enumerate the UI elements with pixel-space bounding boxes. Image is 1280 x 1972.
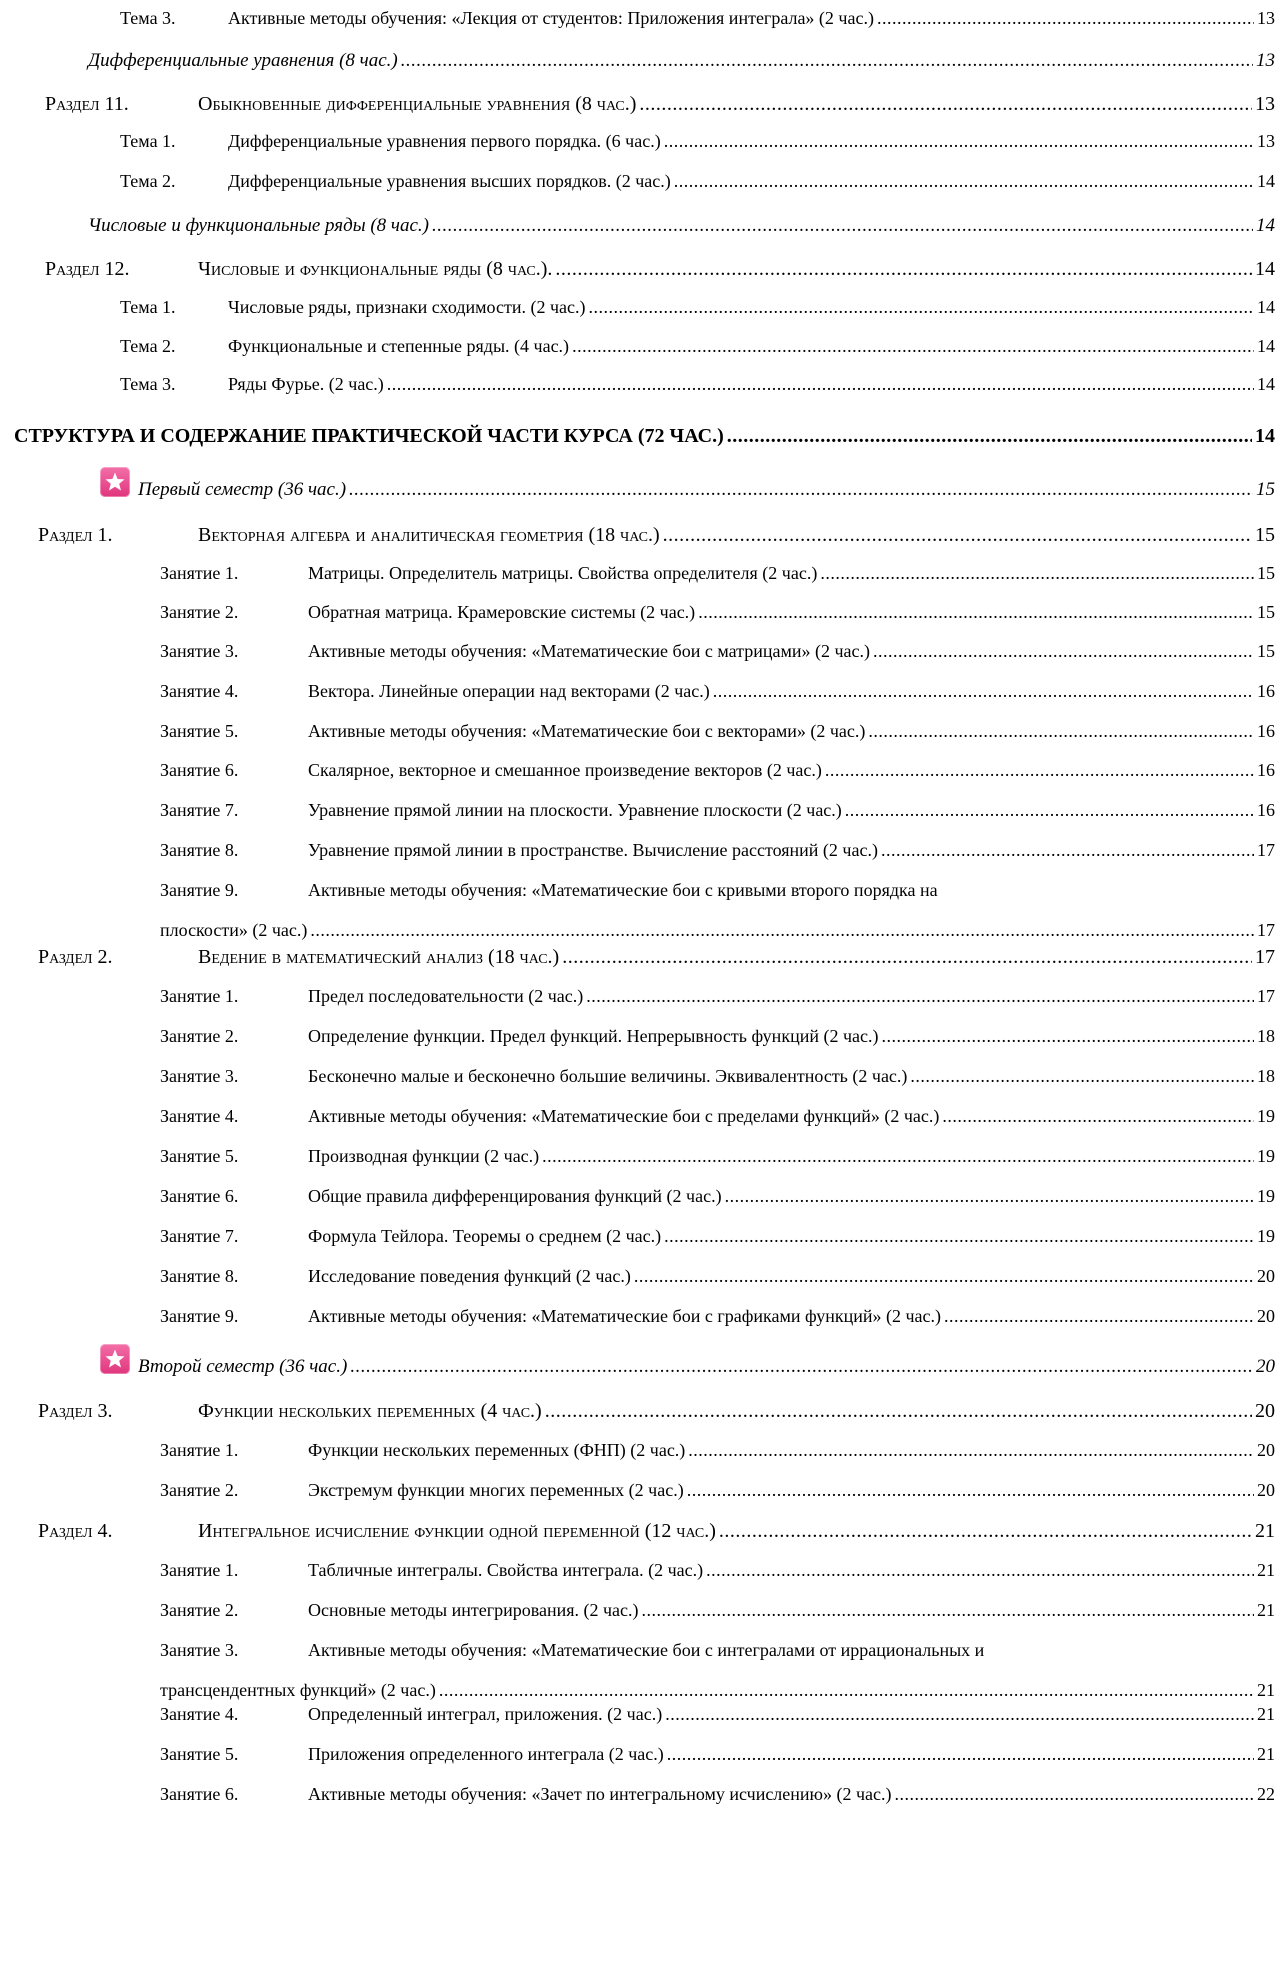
- entry-number: Занятие 3.: [160, 1066, 239, 1086]
- page-number: 17: [1257, 920, 1275, 940]
- entry-title: Скалярное, векторное и смешанное произведение векторов (2 час.): [308, 760, 822, 780]
- entry-title: Формула Тейлора. Теоремы о среднем (2 час.): [308, 1226, 662, 1246]
- entry-number: Занятие 6.: [160, 760, 239, 780]
- page-number: 20: [1257, 1480, 1275, 1500]
- dot-leader: [542, 1146, 1254, 1167]
- dot-leader: [667, 1744, 1254, 1765]
- page-number: 14: [1255, 258, 1275, 280]
- page-number: 13: [1257, 131, 1275, 151]
- page-number: 20: [1255, 1400, 1275, 1422]
- toc-item-entry[interactable]: [160, 641, 1275, 662]
- page-number: 19: [1257, 1186, 1275, 1206]
- entry-number: Занятие 5.: [160, 721, 239, 741]
- page-number: 16: [1257, 760, 1275, 780]
- dot-leader: [895, 1784, 1254, 1805]
- page-number: 17: [1255, 946, 1275, 968]
- dot-leader: [665, 1704, 1254, 1725]
- entry-number: Занятие 8.: [160, 1266, 239, 1286]
- entry-title: Приложения определенного интеграла (2 час.): [308, 1744, 664, 1764]
- page-number: 20: [1256, 1356, 1275, 1377]
- dot-leader: [663, 524, 1252, 547]
- toc-item-entry[interactable]: [160, 1266, 1275, 1287]
- entry-number: Тема 1.: [120, 297, 176, 317]
- entry-title: Числовые и функциональные ряды (8 час.): [88, 215, 429, 236]
- toc-item-entry[interactable]: [120, 171, 1275, 192]
- dot-leader: [545, 1400, 1252, 1423]
- toc-item-entry[interactable]: [160, 681, 1275, 702]
- page-number: 14: [1257, 336, 1275, 356]
- entry-title: Ведение в математический анализ (18 час.): [198, 946, 560, 968]
- entry-title: Функции нескольких переменных (ФНП) (2 час.): [308, 1440, 686, 1460]
- dot-leader: [713, 681, 1254, 702]
- entry-number: Раздел 4.: [38, 1520, 113, 1542]
- dot-leader: [664, 1226, 1254, 1247]
- entry-title: Активные методы обучения: «Математические бои с кривыми второго порядка на: [308, 880, 938, 900]
- entry-title: Активные методы обучения: «Лекция от студентов: Приложения интеграла» (2 час.): [228, 8, 874, 28]
- dot-leader: [942, 1106, 1254, 1127]
- toc-item-entry[interactable]: [160, 1106, 1275, 1127]
- star-icon: [100, 467, 130, 497]
- page-number: 19: [1257, 1106, 1275, 1126]
- dot-leader: [881, 1026, 1254, 1047]
- entry-title-continued: трансцендентных функций» (2 час.): [160, 1680, 436, 1700]
- entry-number: Занятие 3.: [160, 1640, 239, 1660]
- entry-title: Ряды Фурье. (2 час.): [228, 374, 384, 394]
- dot-leader: [725, 1186, 1254, 1207]
- toc-entry-continuation[interactable]: [160, 1680, 1275, 1701]
- toc-entry-continuation[interactable]: [160, 920, 1275, 941]
- toc-top-entry[interactable]: [14, 425, 1275, 448]
- toc-item-entry[interactable]: [160, 721, 1275, 742]
- entry-number: Занятие 5.: [160, 1146, 239, 1166]
- toc-item-entry[interactable]: [160, 760, 1275, 781]
- entry-title: Исследование поведения функций (2 час.): [308, 1266, 631, 1286]
- page-number: 16: [1257, 721, 1275, 741]
- entry-number: Раздел 1.: [38, 524, 113, 546]
- page-number: 18: [1257, 1066, 1275, 1086]
- entry-number: Тема 3.: [120, 374, 176, 394]
- entry-title: Общие правила дифференцирования функций (2 час.): [308, 1186, 722, 1206]
- toc-item-entry[interactable]: [120, 336, 1275, 357]
- toc-item-entry[interactable]: [160, 1440, 1275, 1461]
- dot-leader: [586, 986, 1254, 1007]
- entry-number: Тема 1.: [120, 131, 176, 151]
- entry-title: Определение функции. Предел функций. Непрерывность функций (2 час.): [308, 1026, 879, 1046]
- page-number: 13: [1257, 8, 1275, 28]
- dot-leader: [674, 171, 1254, 192]
- dot-leader: [877, 8, 1254, 29]
- dot-leader: [555, 258, 1252, 281]
- toc-item-entry[interactable]: [160, 1146, 1275, 1167]
- page-number: 14: [1257, 297, 1275, 317]
- entry-title: Интегральное исчисление функции одной переменной (12 час.): [198, 1520, 716, 1542]
- entry-number: Занятие 2.: [160, 1480, 239, 1500]
- entry-title: Активные методы обучения: «Математические бои с графиками функций» (2 час.): [308, 1306, 941, 1326]
- page-number: 21: [1257, 1704, 1275, 1724]
- star-icon: [100, 1344, 130, 1374]
- entry-number: Тема 2.: [120, 336, 176, 356]
- dot-leader: [642, 1600, 1254, 1621]
- entry-title: Обыкновенные дифференциальные уравнения (8 час.): [198, 93, 637, 115]
- entry-title-continued: плоскости» (2 час.): [160, 920, 308, 940]
- page-number: 19: [1257, 1226, 1275, 1246]
- entry-number: Занятие 8.: [160, 840, 239, 860]
- toc-sec-entry[interactable]: [38, 524, 1275, 547]
- entry-title: Функции нескольких переменных (4 час.): [198, 1400, 542, 1422]
- dot-leader: [687, 1480, 1254, 1501]
- entry-number: Занятие 6.: [160, 1186, 239, 1206]
- dot-leader: [688, 1440, 1254, 1461]
- dot-leader: [727, 425, 1252, 448]
- entry-title: Дифференциальные уравнения первого порядка. (6 час.): [228, 131, 661, 151]
- dot-leader: [845, 800, 1254, 821]
- page-number: 17: [1257, 986, 1275, 1006]
- toc-item-entry[interactable]: [160, 840, 1275, 861]
- dot-leader: [706, 1560, 1254, 1581]
- entry-title: Активные методы обучения: «Зачет по интегральному исчислению» (2 час.): [308, 1784, 892, 1804]
- entry-number: Раздел 11.: [45, 93, 129, 115]
- entry-number: Занятие 3.: [160, 641, 239, 661]
- entry-title: Функциональные и степенные ряды. (4 час.): [228, 336, 570, 356]
- entry-title: Матрицы. Определитель матрицы. Свойства определителя (2 час.): [308, 563, 818, 583]
- entry-title: Векторная алгебра и аналитическая геометрия (18 час.): [198, 524, 660, 546]
- page-number: 15: [1256, 479, 1275, 500]
- page-number: 15: [1257, 563, 1275, 583]
- entry-number: Занятие 2.: [160, 1026, 239, 1046]
- entry-number: Занятие 1.: [160, 1440, 239, 1460]
- toc-sec-entry[interactable]: [38, 946, 1275, 969]
- entry-title: Активные методы обучения: «Математические бои с интегралами от иррациональных и: [308, 1640, 985, 1660]
- dot-leader: [588, 297, 1254, 318]
- entry-title: Числовые ряды, признаки сходимости. (2 час.): [228, 297, 586, 317]
- entry-number: Раздел 3.: [38, 1400, 113, 1422]
- page-number: 14: [1257, 374, 1275, 394]
- entry-title: Активные методы обучения: «Математические бои с векторами» (2 час.): [308, 721, 866, 741]
- toc-item-entry[interactable]: [160, 1186, 1275, 1207]
- toc-entry[interactable]: [160, 880, 938, 901]
- dot-leader: [873, 641, 1254, 662]
- toc-item-entry[interactable]: [160, 1026, 1275, 1047]
- entry-number: Занятие 9.: [160, 1306, 239, 1326]
- toc-sec-entry[interactable]: [38, 1400, 1275, 1423]
- entry-title: Экстремум функции многих переменных (2 час.): [308, 1480, 684, 1500]
- entry-number: Занятие 2.: [160, 602, 239, 622]
- dot-leader: [639, 93, 1252, 116]
- toc-item-entry[interactable]: [120, 297, 1275, 318]
- entry-title: Обратная матрица. Крамеровские системы (2 час.): [308, 602, 696, 622]
- toc-sub-entry[interactable]: [88, 50, 1275, 72]
- entry-number: Тема 2.: [120, 171, 176, 191]
- page-number: 21: [1257, 1680, 1275, 1700]
- page-number: 15: [1255, 524, 1275, 546]
- entry-number: Раздел 12.: [45, 258, 130, 280]
- dot-leader: [572, 336, 1254, 357]
- dot-leader: [820, 563, 1254, 584]
- page-number: 13: [1255, 93, 1275, 115]
- entry-title: Уравнение прямой линии на плоскости. Уравнение плоскости (2 час.): [308, 800, 842, 820]
- page-number: 14: [1255, 425, 1275, 447]
- entry-title: Табличные интегралы. Свойства интеграла. (2 час.): [308, 1560, 704, 1580]
- toc-item-entry[interactable]: [160, 563, 1275, 584]
- dot-leader: [634, 1266, 1254, 1287]
- dot-leader: [349, 479, 1253, 501]
- page-number: 17: [1257, 840, 1275, 860]
- page-number: 20: [1257, 1266, 1275, 1286]
- page-number: 20: [1257, 1440, 1275, 1460]
- entry-number: Занятие 5.: [160, 1744, 239, 1764]
- entry-title: Дифференциальные уравнения высших порядков. (2 час.): [228, 171, 671, 191]
- page-number: 15: [1257, 641, 1275, 661]
- entry-number: Занятие 4.: [160, 681, 239, 701]
- toc-item-entry[interactable]: [160, 1066, 1275, 1087]
- entry-title: Дифференциальные уравнения (8 час.): [88, 50, 398, 71]
- toc-sub-entry[interactable]: [138, 1356, 1275, 1378]
- page-number: 15: [1257, 602, 1275, 622]
- dot-leader: [944, 1306, 1254, 1327]
- toc-item-entry[interactable]: [160, 1560, 1275, 1581]
- toc-item-entry[interactable]: [160, 1226, 1275, 1247]
- toc-item-entry[interactable]: [160, 986, 1275, 1007]
- dot-leader: [868, 721, 1254, 742]
- entry-number: Занятие 9.: [160, 880, 239, 900]
- dot-leader: [910, 1066, 1254, 1087]
- dot-leader: [562, 946, 1252, 969]
- entry-number: Занятие 4.: [160, 1106, 239, 1126]
- entry-title: Определенный интеграл, приложения. (2 час.): [308, 1704, 663, 1724]
- toc-item-entry[interactable]: [120, 8, 1275, 29]
- dot-leader: [439, 1680, 1254, 1701]
- entry-number: Занятие 2.: [160, 1600, 239, 1620]
- entry-title: Числовые и функциональные ряды (8 час.).: [198, 258, 553, 280]
- entry-title: Основные методы интегрирования. (2 час.): [308, 1600, 639, 1620]
- dot-leader: [432, 215, 1253, 237]
- entry-number: Занятие 7.: [160, 1226, 239, 1246]
- page-number: 16: [1257, 681, 1275, 701]
- dot-leader: [881, 840, 1254, 861]
- entry-number: Раздел 2.: [38, 946, 113, 968]
- entry-title: Активные методы обучения: «Математические бои с пределами функций» (2 час.): [308, 1106, 940, 1126]
- page-number: 21: [1257, 1560, 1275, 1580]
- entry-title: Бесконечно малые и бесконечно большие величины. Эквивалентность (2 час.): [308, 1066, 908, 1086]
- dot-leader: [401, 50, 1253, 72]
- entry-number: Занятие 6.: [160, 1784, 239, 1804]
- page-number: 21: [1257, 1600, 1275, 1620]
- entry-title: Производная функции (2 час.): [308, 1146, 540, 1166]
- dot-leader: [698, 602, 1254, 623]
- toc-entry[interactable]: [160, 1640, 984, 1661]
- entry-number: Занятие 7.: [160, 800, 239, 820]
- toc-sub-entry[interactable]: [88, 215, 1275, 237]
- entry-number: Занятие 1.: [160, 986, 239, 1006]
- toc-sub-entry[interactable]: [138, 479, 1275, 501]
- dot-leader: [664, 131, 1254, 152]
- page-number: 21: [1257, 1744, 1275, 1764]
- entry-title: Активные методы обучения: «Математические бои с матрицами» (2 час.): [308, 641, 870, 661]
- entry-title: Вектора. Линейные операции над векторами (2 час.): [308, 681, 710, 701]
- toc-item-entry[interactable]: [160, 1306, 1275, 1327]
- toc-item-entry[interactable]: [160, 800, 1275, 821]
- entry-title: СТРУКТУРА И СОДЕРЖАНИЕ ПРАКТИЧЕСКОЙ ЧАСТИ КУРСА (72 ЧАС.): [14, 425, 724, 447]
- dot-leader: [310, 920, 1254, 941]
- toc-item-entry[interactable]: [160, 1744, 1275, 1765]
- entry-title: Предел последовательности (2 час.): [308, 986, 584, 1006]
- entry-number: Занятие 4.: [160, 1704, 239, 1724]
- toc-item-entry[interactable]: [160, 1600, 1275, 1621]
- entry-number: Занятие 1.: [160, 563, 239, 583]
- toc-item-entry[interactable]: [160, 1704, 1275, 1725]
- toc-item-entry[interactable]: [160, 602, 1275, 623]
- page-number: 19: [1257, 1146, 1275, 1166]
- toc-item-entry[interactable]: [160, 1480, 1275, 1501]
- page-number: 14: [1256, 215, 1275, 236]
- entry-title: Уравнение прямой линии в пространстве. Вычисление расстояний (2 час.): [308, 840, 878, 860]
- toc-sec-entry[interactable]: [45, 258, 1275, 281]
- entry-title: Первый семестр (36 час.): [138, 479, 347, 500]
- entry-number: Тема 3.: [120, 8, 176, 28]
- dot-leader: [387, 374, 1254, 395]
- entry-title: Второй семестр (36 час.): [138, 1356, 348, 1377]
- page-number: 14: [1257, 171, 1275, 191]
- dot-leader: [719, 1520, 1252, 1543]
- page-number: 16: [1257, 800, 1275, 820]
- toc-item-entry[interactable]: [120, 374, 1275, 395]
- page-number: 22: [1257, 1784, 1275, 1804]
- page-number: 18: [1257, 1026, 1275, 1046]
- page-number: 21: [1255, 1520, 1275, 1542]
- toc-item-entry[interactable]: [160, 1784, 1275, 1805]
- dot-leader: [825, 760, 1254, 781]
- page-number: 13: [1256, 50, 1275, 71]
- page-number: 20: [1257, 1306, 1275, 1326]
- toc-sec-entry[interactable]: [45, 93, 1275, 116]
- dot-leader: [350, 1356, 1253, 1378]
- toc-sec-entry[interactable]: [38, 1520, 1275, 1543]
- toc-item-entry[interactable]: [120, 131, 1275, 152]
- entry-number: Занятие 1.: [160, 1560, 239, 1580]
